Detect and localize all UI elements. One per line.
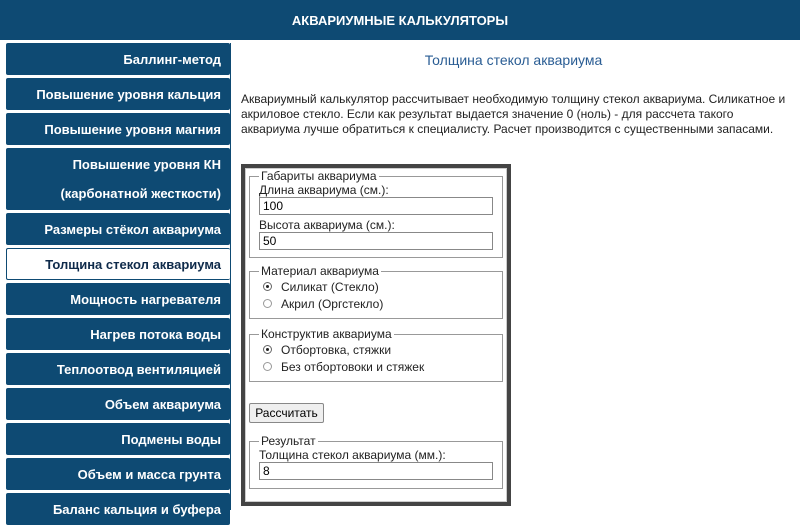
material-option-label: Силикат (Стекло) [281, 279, 379, 294]
construction-fieldset [249, 327, 503, 382]
page-description: Аквариумный калькулятор рассчитывает необходимую толщину стекол аквариума. Силикатное и акриловое стекло. Если как результат выдается значение 0 (ноль) - для рассчета такого аквариума лучше обратиться к специалисту. Расчет производится с существенными запасами. [241, 92, 786, 136]
sidebar-item-glass-sizes[interactable] [6, 213, 230, 245]
result-label: Толщина стекол аквариума (мм.): [259, 448, 446, 462]
material-option-label: Акрил (Оргстекло) [281, 296, 384, 311]
dimensions-fieldset [249, 169, 503, 258]
main-content [230, 43, 800, 510]
material-option-silicate[interactable] [263, 278, 502, 295]
sidebar-item-heater-power[interactable] [6, 283, 230, 315]
sidebar-item-label: Повышение уровня кальция [36, 86, 221, 102]
sidebar-item-label: Мощность нагревателя [70, 291, 221, 307]
material-option-acrylic[interactable] [263, 295, 502, 312]
sidebar-item-calcium-buffer[interactable] [6, 493, 230, 525]
calculator-form [241, 164, 511, 506]
page-header-title: АКВАРИУМНЫЕ КАЛЬКУЛЯТОРЫ [291, 12, 509, 28]
construction-legend: Конструктив аквариума [261, 327, 392, 341]
sidebar-nav [6, 43, 230, 528]
construction-option-braced[interactable] [263, 341, 502, 358]
sidebar-item-kh[interactable] [6, 148, 230, 210]
sidebar-item-label: Размеры стёкол аквариума [44, 221, 221, 237]
radio-unchecked[interactable] [263, 299, 272, 308]
sidebar-item-label: Нагрев потока воды [90, 326, 221, 342]
sidebar-item-balling[interactable] [6, 43, 230, 75]
height-label: Высота аквариума (см.): [259, 218, 395, 232]
sidebar-item-label: Теплоотвод вентиляцией [56, 361, 221, 377]
construction-option-unbraced[interactable] [263, 358, 502, 375]
material-legend: Материал аквариума [261, 264, 379, 278]
sidebar-item-label: Повышение уровня магния [44, 121, 221, 137]
page-header [0, 0, 800, 42]
height-input[interactable] [259, 232, 493, 250]
radio-unchecked[interactable] [263, 362, 272, 371]
sidebar-item-label: Баланс кальция и буфера [52, 501, 221, 517]
sidebar-item-label: Объем и масса грунта [77, 466, 221, 482]
sidebar-item-label: Баллинг-метод [123, 51, 221, 67]
length-label: Длина аквариума (см.): [259, 183, 389, 197]
sidebar-item-substrate[interactable] [6, 458, 230, 490]
construction-option-label: Без отбортовоки и стяжек [281, 359, 425, 374]
sidebar-item-volume[interactable] [6, 388, 230, 420]
construction-option-label: Отбортовка, стяжки [281, 342, 392, 357]
sidebar-item-label: Толщина стекол аквариума [45, 256, 221, 272]
sidebar-item-label: Повышение уровня КН [72, 157, 221, 172]
sidebar-item-water-flow-heating[interactable] [6, 318, 230, 350]
dimensions-legend: Габариты аквариума [261, 169, 377, 183]
radio-checked[interactable] [263, 282, 272, 291]
calculate-button[interactable]: Рассчитать [249, 403, 324, 423]
sidebar-item-magnesium[interactable] [6, 113, 230, 145]
sidebar-item-label: Подмены воды [121, 431, 221, 447]
sidebar-item-ventilation[interactable] [6, 353, 230, 385]
result-fieldset [249, 434, 503, 489]
page-title: Толщина стекол аквариума [424, 52, 603, 68]
result-output[interactable] [259, 462, 493, 480]
result-legend: Результат [261, 434, 316, 448]
sidebar-item-calcium[interactable] [6, 78, 230, 110]
sidebar-item-label: (карбонатной жесткости) [60, 186, 221, 201]
sidebar-item-label: Объем аквариума [104, 396, 221, 412]
material-fieldset [249, 264, 503, 319]
radio-checked[interactable] [263, 345, 272, 354]
sidebar-item-glass-thickness[interactable] [6, 248, 230, 280]
sidebar-item-water-changes[interactable] [6, 423, 230, 455]
length-input[interactable] [259, 197, 493, 215]
